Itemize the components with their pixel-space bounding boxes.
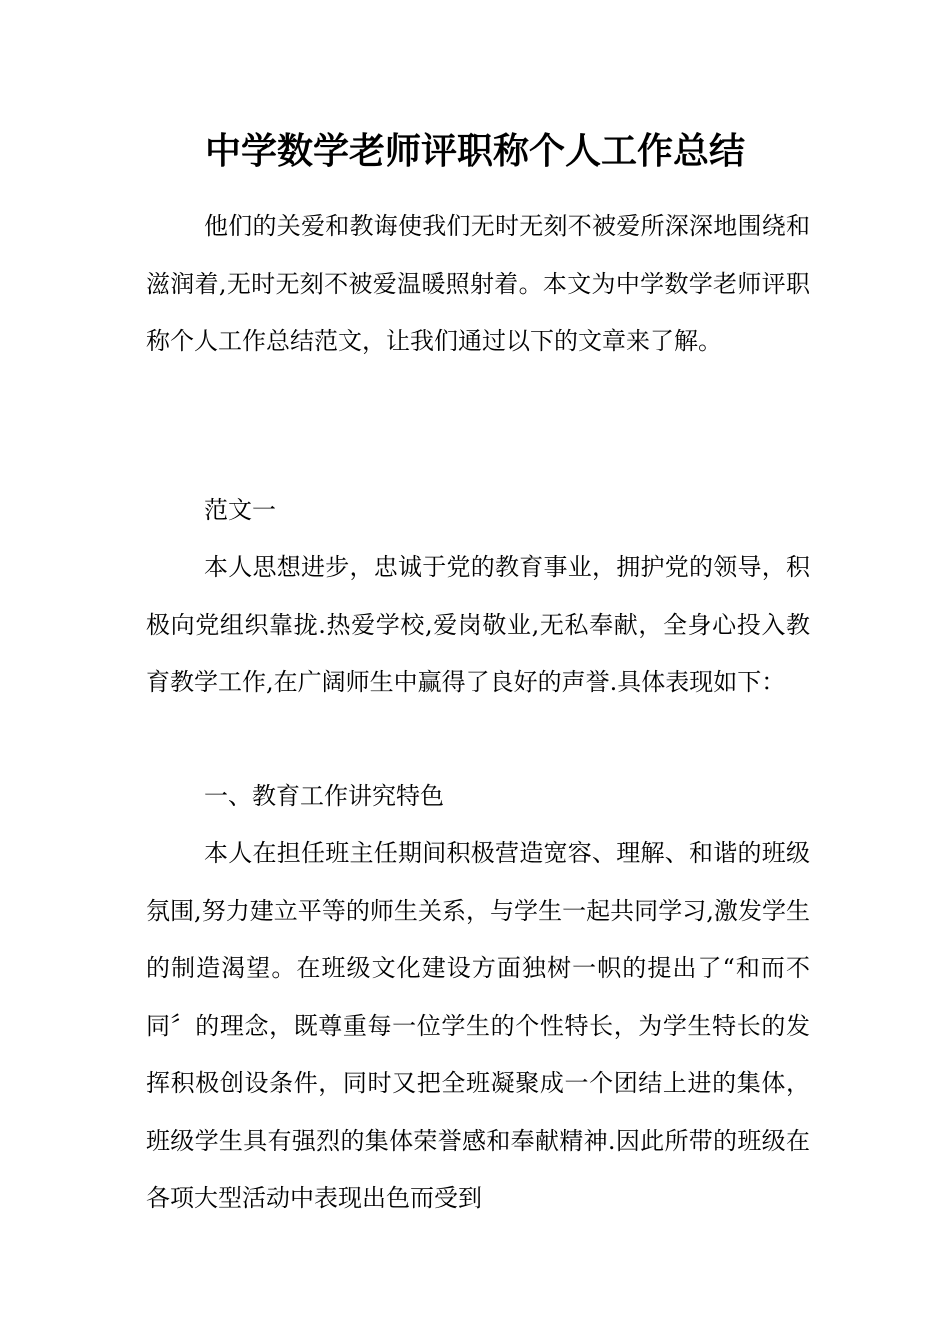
body-paragraph-1: 本人思想进步，忠诚于党的教育事业，拥护党的领导，积极向党组织靠拢.热爱学校,爱岗敬业,无私奉献，全身心投入教育教学工作,在广阔师生中赢得了良好的声誉.具体表现如下： bbox=[146, 553, 810, 696]
intro-paragraph: 他们的关爱和教诲使我们无时无刻不被爱所深深地围绕和滋润着,无时无刻不被爱温暖照射着。本文为中学数学老师评职称个人工作总结范文，让我们通过以下的文章来了解。 bbox=[146, 212, 810, 355]
document-title: 中学数学老师评职称个人工作总结 bbox=[204, 131, 745, 172]
section-label: 范文一 bbox=[204, 496, 276, 524]
section-heading-1: 一、教育工作讲究特色 bbox=[204, 782, 444, 810]
body-paragraph-2: 本人在担任班主任期间积极营造宽容、理解、和谐的班级氛围,努力建立平等的师生关系，与学生一起共同学习,激发学生的制造渴望。在班级文化建设方面独树一帜的提出了“和而不同〞的理念，既尊重每一位学生的个性特长，为学生特长的发挥积极创设条件，同时又把全班凝聚成一个团结上进的集体，班级学生具有强烈的集体荣誉感和奉献精神.因此所带的班级在各项大型活动中表现出色而受到 bbox=[146, 839, 810, 1212]
